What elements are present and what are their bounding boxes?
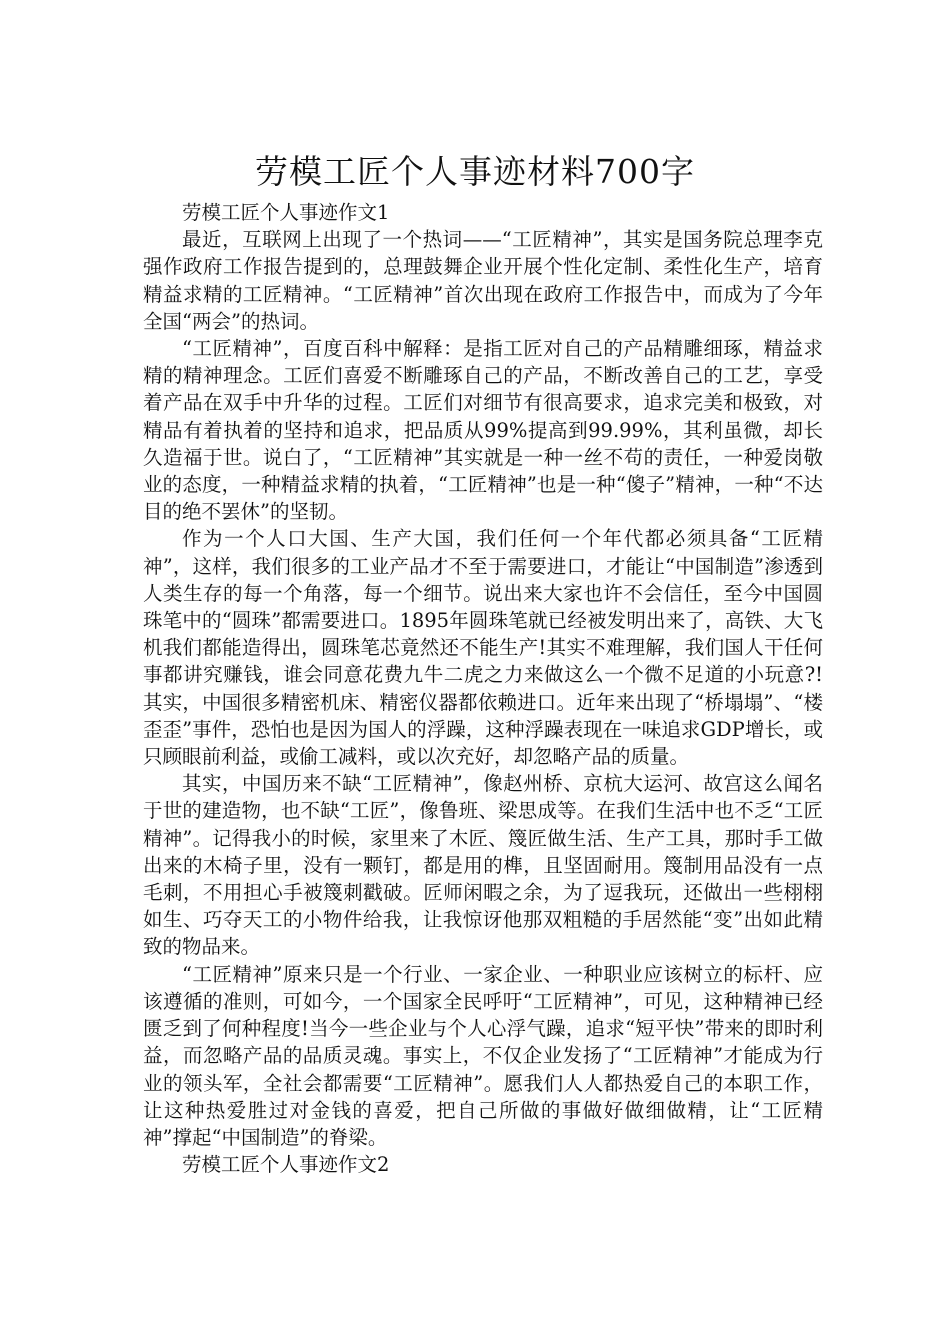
- document-body: [143, 199, 823, 1178]
- body-paragraph-2: “工匠精神”，百度百科中解释：是指工匠对自己的产品精雕细琢，精益求精的精神理念。工匠们喜爱不断雕琢自己的产品，不断改善自己的工艺，享受着产品在双手中升华的过程。工匠们对细节有很高要求，追求完美和极致，对精品有着执着的坚持和追求，把品质从99%提高到99.99%，其利虽微，却长久造福于世。说白了，“工匠精神”其实就是一种一丝不苟的责任，一种爱岗敬业的态度，一种精益求精的执着，“工匠精神”也是一种“傻子”精神，一种“不达目的绝不罢休”的坚韧。: [143, 337, 823, 524]
- body-paragraph-4: 其实，中国历来不缺“工匠精神”，像赵州桥、京杭大运河、故宫这么闻名于世的建造物，也不缺“工匠”，像鲁班、梁思成等。在我们生活中也不乏“工匠精神”。记得我小的时候，家里来了木匠、篾匠做生活、生产工具，那时手工做出来的木椅子里，没有一颗钉，都是用的榫，且坚固耐用。篾制用品没有一点毛刺，不用担心手被篾刺戳破。匠师闲暇之余，为了逗我玩，还做出一些栩栩如生、巧夺天工的小物件给我，让我惊讶他那双粗糙的手居然能“变”出如此精致的物品来。: [143, 772, 823, 959]
- section-heading-1: 劳模工匠个人事迹作文1: [182, 201, 390, 224]
- body-paragraph-5: “工匠精神”原来只是一个行业、一家企业、一种职业应该树立的标杆、应该遵循的准则，可如今，一个国家全民呼吁“工匠精神”，可见，这种精神已经匮乏到了何种程度!当今一些企业与个人心浮气躁，追求“短平快”带来的即时利益，而忽略产品的品质灵魂。事实上，不仅企业发扬了“工匠精神”才能成为行业的领头军，全社会都需要“工匠精神”。愿我们人人都热爱自己的本职工作，让这种热爱胜过对金钱的喜爱，把自己所做的事做好做细做精，让“工匠精神”撑起“中国制造”的脊梁。: [143, 962, 823, 1149]
- body-paragraph-3: 作为一个人口大国、生产大国，我们任何一个年代都必须具备“工匠精神”，这样，我们很多的工业产品才不至于需要进口，才能让“中国制造”渗透到人类生存的每一个角落，每一个细节。说出来大家也许不会信任，至今中国圆珠笔中的“圆珠”都需要进口。1895年圆珠笔就已经被发明出来了，高铁、大飞机我们都能造得出，圆珠笔芯竟然还不能生产!其实不难理解，我们国人干任何事都讲究赚钱，谁会同意花费九牛二虎之力来做这么一个微不足道的小玩意?!其实，中国很多精密机床、精密仪器都依赖进口。近年来出现了“桥塌塌”、“楼歪歪”事件，恐怕也是因为国人的浮躁，这种浮躁表现在一味追求GDP增长，或只顾眼前利益，或偷工减料，或以次充好，却忽略产品的质量。: [143, 527, 823, 769]
- body-paragraph-1: 最近，互联网上出现了一个热词——“工匠精神”，其实是国务院总理李克强作政府工作报告提到的，总理鼓舞企业开展个性化定制、柔性化生产，培育精益求精的工匠精神。“工匠精神”首次出现在政府工作报告中，而成为了今年全国“两会”的热词。: [143, 228, 823, 333]
- section-heading-2: 劳模工匠个人事迹作文2: [182, 1153, 390, 1177]
- document-title: 劳模工匠个人事迹材料700字: [255, 152, 695, 192]
